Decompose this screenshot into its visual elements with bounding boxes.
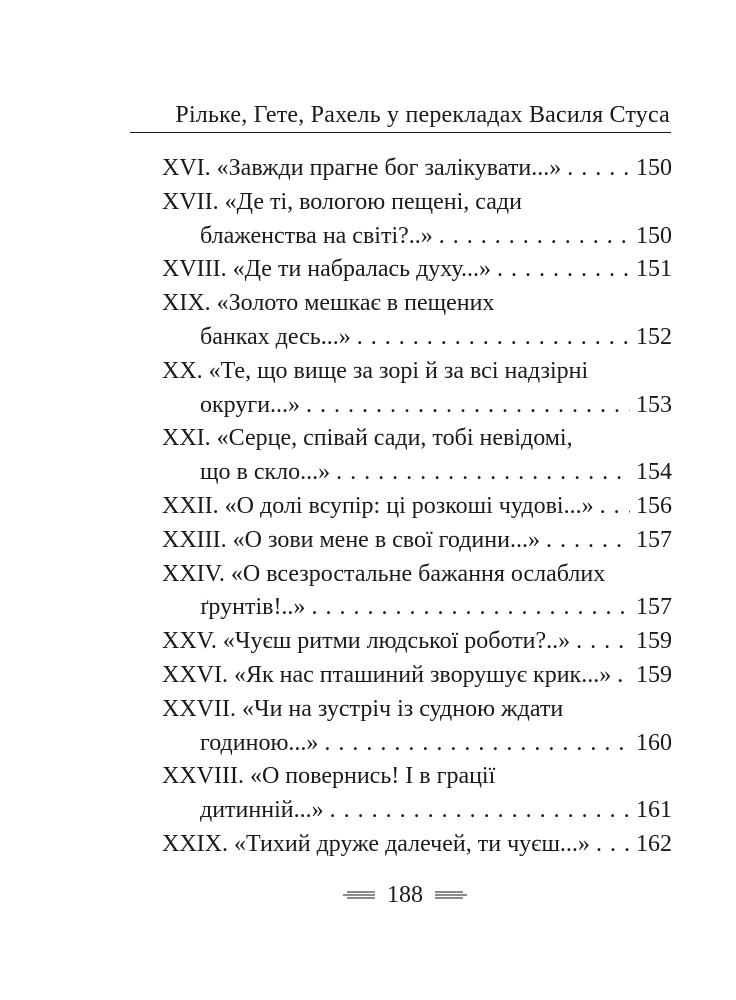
toc-entry xyxy=(162,152,672,186)
toc-entry xyxy=(162,524,672,558)
toc-entry-page: 157 xyxy=(636,594,672,621)
toc-entry-title: XIX. «Золото мешкає в пещених xyxy=(162,290,495,317)
ornament-left-icon xyxy=(341,890,375,900)
ornament-right-icon xyxy=(435,890,469,900)
toc-entry-title: дитинній...» xyxy=(200,797,324,824)
toc-entry-line xyxy=(162,794,672,828)
toc-entry-page: 160 xyxy=(636,729,672,756)
toc-entry-line xyxy=(162,558,672,592)
toc-entry-title: блаженства на світі?..» xyxy=(200,222,433,249)
toc-entry-title: XXVI. «Як нас пташиний зворушує крик...» xyxy=(162,661,612,688)
dot-leader xyxy=(330,794,630,828)
toc-entry-page: 162 xyxy=(636,830,672,857)
toc-entry-title: XVII. «Де ті, вологою пещені, сади xyxy=(162,188,522,215)
toc-entry-line xyxy=(162,727,672,761)
toc-entry-page: 157 xyxy=(636,526,672,553)
dot-leader xyxy=(336,456,630,490)
toc-entry-title: XX. «Те, що вище за зорі й за всі надзірні xyxy=(162,357,589,384)
toc-entry xyxy=(162,490,672,524)
dot-leader xyxy=(439,220,630,254)
toc-entry-title: XXI. «Серце, співай сади, тобі невідомі, xyxy=(162,425,573,452)
toc-entry-page: 156 xyxy=(636,492,672,519)
dot-leader xyxy=(546,524,630,558)
toc-entry-line xyxy=(162,220,672,254)
toc-entry-line xyxy=(162,659,672,693)
dot-leader xyxy=(311,591,630,625)
toc-entry-title: банках десь...» xyxy=(200,323,351,350)
toc-entry-line xyxy=(162,422,672,456)
toc-entry-line xyxy=(162,389,672,423)
toc-entry-page: 151 xyxy=(636,256,672,283)
toc-entry-title: годиною...» xyxy=(200,729,319,756)
toc-entry xyxy=(162,422,672,490)
running-head-title: Рільке, Гете, Рахель у перекладах Василя Стуса xyxy=(175,102,670,128)
toc-entry-title: округи...» xyxy=(200,391,301,418)
toc-entry-title: XXIX. «Тихий друже далечей, ти чуєш...» xyxy=(162,830,590,857)
dot-leader xyxy=(357,321,630,355)
dot-leader xyxy=(567,152,630,186)
toc-entry xyxy=(162,659,672,693)
dot-leader xyxy=(576,625,630,659)
toc-entry-title: XXVIII. «О повернись! І в грації xyxy=(162,763,496,790)
toc-entry xyxy=(162,355,672,423)
toc-entry-page: 161 xyxy=(636,797,672,824)
dot-leader xyxy=(324,727,630,761)
toc-entry-title: XXII. «О долі всупір: ці розкоші чудові...» xyxy=(162,492,594,519)
toc-entry xyxy=(162,186,672,254)
toc-entry-title: XVI. «Завжди прагне бог залікувати...» xyxy=(162,155,562,181)
toc-entry-title: XXVII. «Чи на зустріч із судною ждати xyxy=(162,695,564,722)
toc-entry xyxy=(162,693,672,761)
page-number: 188 xyxy=(387,882,423,908)
toc-entry-page: 159 xyxy=(636,661,672,688)
toc-entry-line xyxy=(162,355,672,389)
toc-entry-title: ґрунтів!..» xyxy=(200,594,306,621)
toc-entry-line xyxy=(162,253,672,287)
table-of-contents xyxy=(162,152,672,862)
dot-leader xyxy=(596,828,630,862)
toc-entry-line xyxy=(162,321,672,355)
toc-entry-page: 150 xyxy=(636,155,672,181)
dot-leader xyxy=(306,389,630,423)
toc-entry xyxy=(162,625,672,659)
toc-entry-line xyxy=(162,828,672,862)
toc-entry-title: що в скло...» xyxy=(200,459,331,486)
toc-entry-line xyxy=(162,152,672,186)
header-rule xyxy=(130,132,671,133)
toc-entry xyxy=(162,828,672,862)
toc-entry-line xyxy=(162,186,672,220)
toc-entry-title: XXIII. «О зови мене в свої години...» xyxy=(162,526,540,553)
toc-entry xyxy=(162,558,672,626)
toc-entry-line xyxy=(162,693,672,727)
toc-entry-line xyxy=(162,591,672,625)
toc-entry-page: 159 xyxy=(636,628,672,655)
toc-entry-title: XXIV. «О всезростальне бажання ослаблих xyxy=(162,560,606,587)
toc-entry-page: 154 xyxy=(636,459,672,486)
toc-entry-title: XXV. «Чуєш ритми людської роботи?..» xyxy=(162,628,571,655)
toc-entry-line xyxy=(162,287,672,321)
toc-entry-page: 150 xyxy=(636,222,672,249)
toc-entry-line xyxy=(162,625,672,659)
toc-entry-page: 152 xyxy=(636,323,672,350)
toc-entry-line xyxy=(162,490,672,524)
dot-leader xyxy=(617,659,630,693)
toc-entry-line xyxy=(162,760,672,794)
toc-entry xyxy=(162,287,672,355)
toc-entry xyxy=(162,253,672,287)
dot-leader xyxy=(600,490,630,524)
toc-entry-line xyxy=(162,524,672,558)
dot-leader xyxy=(497,253,630,287)
toc-entry xyxy=(162,760,672,828)
toc-entry-title: XVIII. «Де ти набралась духу...» xyxy=(162,256,491,283)
toc-entry-page: 153 xyxy=(636,391,672,418)
toc-entry-line xyxy=(162,456,672,490)
page-footer xyxy=(340,880,470,910)
